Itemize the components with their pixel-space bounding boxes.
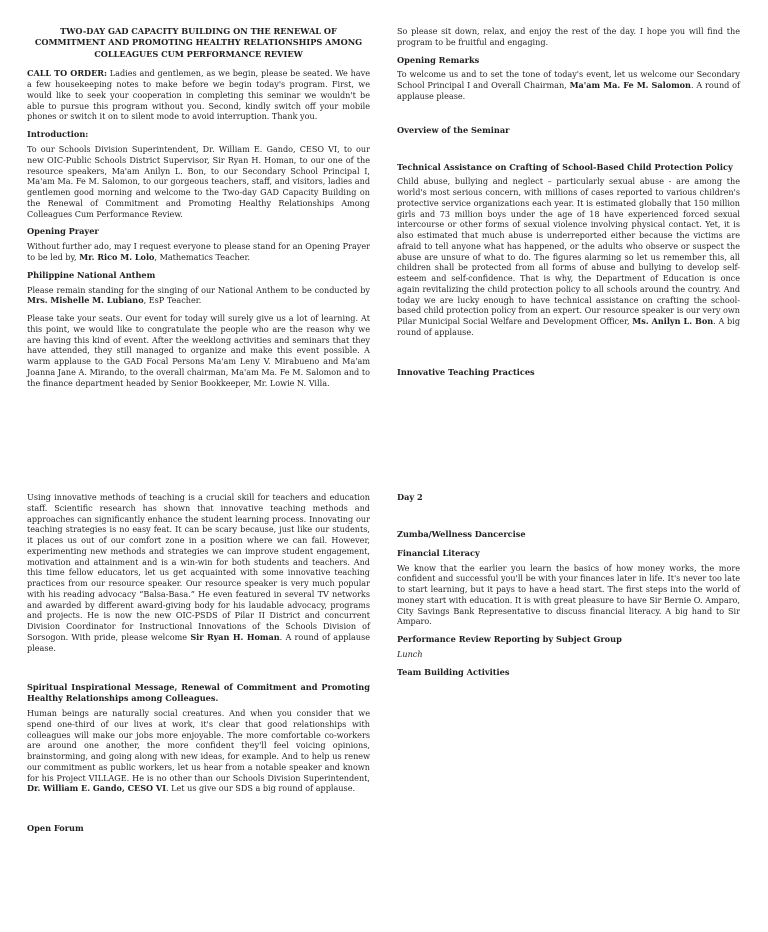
child-protection-text [397,176,740,337]
opening-remarks-text [397,69,740,101]
opening-remarks-text-after: . A round of applause please. [397,80,741,101]
opening-prayer-text-before: Without further ado, may I request everyone to please stand for an Opening Prayer to be led by, [27,241,370,263]
column-bottom-left [27,492,370,838]
innovative-text-before: Using innovative methods of teaching is a crucial skill for teachers and education staff. Scientific research has shown that innovative teaching methods and approaches can significantly enhance the student learning process. Innovating our teaching strategies is no easy feat. It can be scary because, just like our students, it places us out of our comfort zone in a position where we can fail. However, experimenting new methods and strategies we can improve student engagement, motivation and attainment and is a win-win for both students and teachers. And this time fellow educators, let us get acquainted with some innovative teaching practices from our resource speaker. Our resource speaker is very much popular with his reading advocacy “Balsa-Basa.” He even featured in several TV networks and awarded by different award-giving body for his laudable advocacy, programs and projects. He is now the new OIC-PSDS of Pilar II District and concurrent Division Coordinator for Instructional Innovations of the Schools Division of Sorsogon. With pride, please welcome [27,492,370,642]
call-to-order-text: Ladies and gentlemen, as we begin, please be seated. We have a few housekeeping notes to make before we begin today's program. First, we would like to seek your cooperation in completing this seminar we wouldn't be able to pursue this program without you. Second, kindly switch off your mobile phones or switch it on to silent mode to avoid interruption. Thank you. [27,68,370,122]
lunch-text [397,649,740,660]
lunch-label: Lunch [397,649,423,660]
opening-remarks-heading: Opening Remarks [397,54,480,65]
child-protection-text-before: Child abuse, bullying and neglect – particularly sexual abuse - are among the world's most serious concern, with millions of cases reported to various children's protective service organizations each year. It is estimated globally that 150 million girls and 73 million boys under the age of 18 have experienced forced sexual intercourse or other forms of sexual violence involving physical contact. Yet, it is also estimated that much abuse is underreported either because the victims are afraid to tell anyone what has happened, or the adults who observe or suspect the abuse are unsure of what to do. The figures alarming so let us remember this, all children shall be protected from all forms of abuse and bullying to develop self-esteem and self-confidence. That is why, the Department of Education is once again revitalizing the child protection policy to all schools around the country. And today we are lucky enough to have technical assistance on crafting the school-based child protection policy from an expert. Our resource speaker is our very own Pilar Municipal Social Welfare and Development Officer, [397,176,740,327]
opening-remarks-text-before: To welcome us and to set the tone of today's event, let us welcome our Secondary School Principal I and Overall Chairman, [397,69,740,91]
column-top-left [27,26,370,395]
column-bottom-right [397,492,740,682]
relax-paragraph: So please sit down, relax, and enjoy the rest of the day. I hope you will find the program to be fruitful and engaging. [397,26,740,47]
introduction-text: To our Schools Division Superintendent, Dr. William E. Gando, CESO VI, to our new OIC-Public Schools District Supervisor, Sir Ryan H. Homan, to our one of the resource speakers, Ma'am Anilyn L. Bon, to our Secondary School Principal I, Ma'am Ma. Fe M. Salomon, to our gorgeous teachers, staff, and visitors, ladies and gentlemen good morning and welcome to the Two-day GAD Capacity Building on the Renewal of Commitment and Promoting Healthy Relationships Among Colleagues Cum Performance Review. [27,144,370,219]
opening-prayer-leader: Mr. Rico M. Lolo [79,252,155,263]
anthem-conductor: Mrs. Mishelle M. Lubiano [27,295,144,306]
opening-prayer-text [27,241,370,263]
anthem-text-before: Please remain standing for the singing of our National Anthem to be conducted by [27,284,370,295]
spiritual-heading: Spiritual Inspirational Message, Renewal of Commitment and Promoting Healthy Relationships among Colleagues. [27,682,370,704]
spiritual-text-after: . Let us give our SDS a big round of applause. [165,783,356,794]
zumba-heading: Zumba/Wellness Dancercise [397,528,526,539]
open-forum-heading: Open Forum [27,823,84,834]
child-protection-heading: Technical Assistance on Crafting of School-Based Child Protection Policy [397,161,733,172]
anthem-heading: Philippine National Anthem [27,269,156,280]
innovative-heading: Innovative Teaching Practices [397,366,535,377]
column-top-right [397,26,740,382]
spiritual-speaker: Dr. William E. Gando, CESO VI [27,783,166,794]
child-protection-speaker: Ms. Anilyn L. Bon [632,316,714,327]
spiritual-text [27,708,370,794]
introduction-heading: Introduction: [27,129,89,140]
seats-paragraph: Please take your seats. Our event for today will surely give us a lot of learning. At this point, we would like to congratulate the people who are the reason why we are having this kind of event. After the weeklong activities and seminars that they have attended, they still managed to organize and make this event possible. A warm applause to the GAD Focal Persons Ma'am Leny V. Mirabueno and Ma'am Joanna Jane A. Mirando, to the overall chairman, Ma'am Ma. Fe M. Salomon and to the finance department headed by Senior Bookkeeper, Mr. Lowie N. Villa. [27,313,370,388]
call-to-order-paragraph [27,68,370,122]
overview-heading: Overview of the Seminar [397,124,510,135]
innovative-speaker: Sir Ryan H. Homan [190,631,280,642]
innovative-text [27,492,370,653]
call-to-order-heading: CALL TO ORDER: [27,68,107,79]
opening-prayer-text-after: , Mathematics Teacher. [154,252,251,263]
financial-heading: Financial Literacy [397,547,480,558]
document-title: TWO-DAY GAD CAPACITY BUILDING ON THE RENEWAL OF COMMITMENT AND PROMOTING HEALTHY RELATIONSHIPS AMONG COLLEAGUES CUM PERFORMANCE REVIEW [34,26,363,59]
financial-text: We know that the earlier you learn the basics of how money works, the more confident and successful you'll be with your finances later in life. It's never too late to start learning, but it pays to have a head start. The first steps into the world of money start with education. It is with great pleasure to have Sir Bernie O. Amparo, City Savings Bank Representative to discuss financial literacy. A big hand to Sir Amparo. [397,562,740,627]
innovative-text-after: . A round of applause please. [27,631,371,653]
anthem-text [27,285,370,307]
opening-prayer-heading: Opening Prayer [27,226,99,237]
child-protection-text-after: . A big round of applause. [397,316,740,337]
day2-heading: Day 2 [397,492,423,502]
spiritual-text-before: Human beings are naturally social creatures. And when you consider that we spend one-third of our lives at work, it's clear that good relationships with colleagues will make our jobs more enjoyable. The more comfortable co-workers are around one another, the more confident they'll feel voicing opinions, brainstorming, and going along with new ideas, for example. And to help us renew our commitment as public workers, let us hear from a notable speaker and known for his Project VILLAGE. He is no other than our Schools Division Superintendent, [27,708,370,783]
anthem-text-after: , EsP Teacher. [143,295,202,306]
performance-heading: Performance Review Reporting by Subject Group [397,634,622,645]
opening-remarks-speaker: Ma'am Ma. Fe M. Salomon [569,80,691,91]
team-building-heading: Team Building Activities [397,666,510,677]
